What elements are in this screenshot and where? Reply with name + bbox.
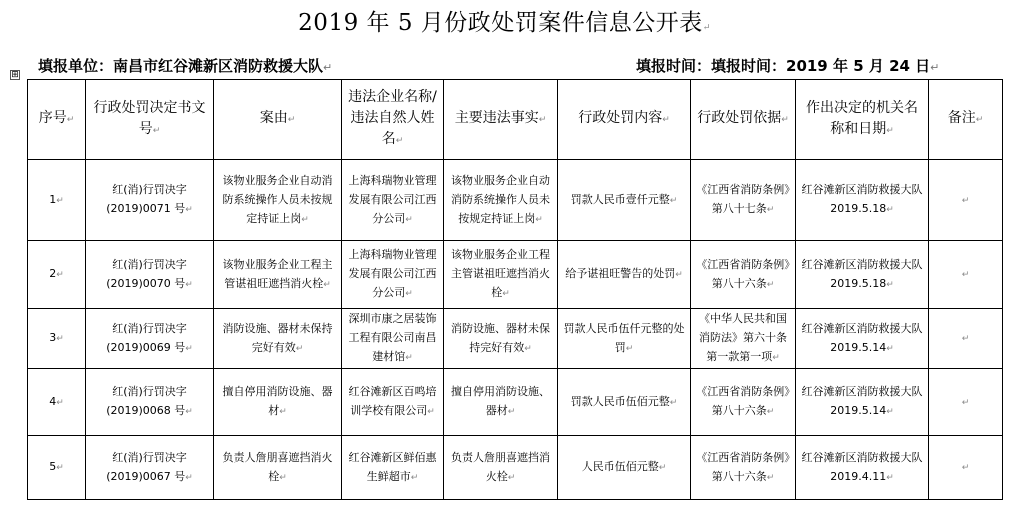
column-header: 行政处罚依据↵: [691, 80, 796, 160]
cell-authority: 红谷滩新区消防救援大队 2019.5.14↵: [796, 309, 929, 369]
cell-doc: 红(消)行罚决字(2019)0067 号↵: [86, 436, 214, 500]
cell-facts: 负责人詹朋喜遮挡消火栓↵: [444, 436, 558, 500]
cell-facts: 该物业服务企业自动消防系统操作人员未按规定持证上岗↵: [444, 160, 558, 241]
cell-penalty: 罚款人民币伍仟元整的处罚↵: [558, 309, 691, 369]
reporting-time: 填报时间：填报时间：2019 年 5 月 24 日↵: [636, 57, 940, 75]
column-header: 作出决定的机关名称和日期↵: [796, 80, 929, 160]
cell-penalty: 人民币伍佰元整↵: [558, 436, 691, 500]
cell-facts: 消防设施、器材未保持完好有效↵: [444, 309, 558, 369]
cell-cause: 负责人詹朋喜遮挡消火栓↵: [214, 436, 342, 500]
cell-cause: 该物业服务企业工程主管谌祖旺遮挡消火栓↵: [214, 241, 342, 309]
cell-facts: 擅自停用消防设施、器材↵: [444, 369, 558, 436]
cell-basis: 《中华人民共和国消防法》第六十条第一款第一项↵: [691, 309, 796, 369]
column-header: 案由↵: [214, 80, 342, 160]
cell-note: ↵: [929, 160, 1003, 241]
cell-note: ↵: [929, 241, 1003, 309]
cell-authority: 红谷滩新区消防救援大队 2019.4.11↵: [796, 436, 929, 500]
cell-penalty: 罚款人民币壹仟元整↵: [558, 160, 691, 241]
table-header-row: [28, 80, 1003, 160]
cell-doc: 红(消)行罚决字(2019)0071 号↵: [86, 160, 214, 241]
cell-note: ↵: [929, 369, 1003, 436]
cell-basis: 《江西省消防条例》第八十六条↵: [691, 436, 796, 500]
cell-no: 5↵: [28, 436, 86, 500]
cell-facts: 该物业服务企业工程主管谌祖旺遮挡消火栓↵: [444, 241, 558, 309]
cell-penalty: 罚款人民币伍佰元整↵: [558, 369, 691, 436]
column-header: 主要违法事实↵: [444, 80, 558, 160]
penalty-table: [27, 79, 1003, 500]
cell-party: 上海科瑞物业管理发展有限公司江西分公司↵: [342, 241, 444, 309]
cell-doc: 红(消)行罚决字(2019)0069 号↵: [86, 309, 214, 369]
cell-authority: 红谷滩新区消防救援大队 2019.5.18↵: [796, 160, 929, 241]
cell-basis: 《江西省消防条例》第八十六条↵: [691, 241, 796, 309]
table-row: [28, 369, 1003, 436]
column-header: 行政处罚内容↵: [558, 80, 691, 160]
cell-authority: 红谷滩新区消防救援大队 2019.5.14↵: [796, 369, 929, 436]
page-title: 2019 年 5 月份政处罚案件信息公开表↵: [298, 10, 711, 36]
table-row: [28, 309, 1003, 369]
cell-note: ↵: [929, 309, 1003, 369]
cell-party: 深圳市康之居装饰工程有限公司南昌建材馆↵: [342, 309, 444, 369]
table-row: [28, 160, 1003, 241]
column-header: 备注↵: [929, 80, 1003, 160]
cell-no: 2↵: [28, 241, 86, 309]
cell-party: 红谷滩新区百鸣培训学校有限公司↵: [342, 369, 444, 436]
cell-no: 1↵: [28, 160, 86, 241]
cell-penalty: 给予谌祖旺警告的处罚↵: [558, 241, 691, 309]
table-row: [28, 436, 1003, 500]
cell-cause: 消防设施、器材未保持完好有效↵: [214, 309, 342, 369]
cell-doc: 红(消)行罚决字(2019)0068 号↵: [86, 369, 214, 436]
cell-cause: 擅自停用消防设施、器材↵: [214, 369, 342, 436]
cell-party: 红谷滩新区鲜佰惠生鲜超市↵: [342, 436, 444, 500]
cell-note: ↵: [929, 436, 1003, 500]
cell-no: 3↵: [28, 309, 86, 369]
cell-doc: 红(消)行罚决字(2019)0070 号↵: [86, 241, 214, 309]
cell-basis: 《江西省消防条例》第八十七条↵: [691, 160, 796, 241]
cell-cause: 该物业服务企业自动消防系统操作人员未按规定持证上岗↵: [214, 160, 342, 241]
cell-basis: 《江西省消防条例》第八十六条↵: [691, 369, 796, 436]
column-header: 序号↵: [28, 80, 86, 160]
cell-party: 上海科瑞物业管理发展有限公司江西分公司↵: [342, 160, 444, 241]
cell-no: 4↵: [28, 369, 86, 436]
cell-authority: 红谷滩新区消防救援大队 2019.5.18↵: [796, 241, 929, 309]
column-header: 行政处罚决定书文号↵: [86, 80, 214, 160]
reporting-unit: 填报单位：南昌市红谷滩新区消防救援大队↵: [38, 57, 333, 75]
table-row: [28, 241, 1003, 309]
table-move-handle-icon[interactable]: ⊞: [11, 70, 19, 80]
column-header: 违法企业名称/违法自然人姓名↵: [342, 80, 444, 160]
